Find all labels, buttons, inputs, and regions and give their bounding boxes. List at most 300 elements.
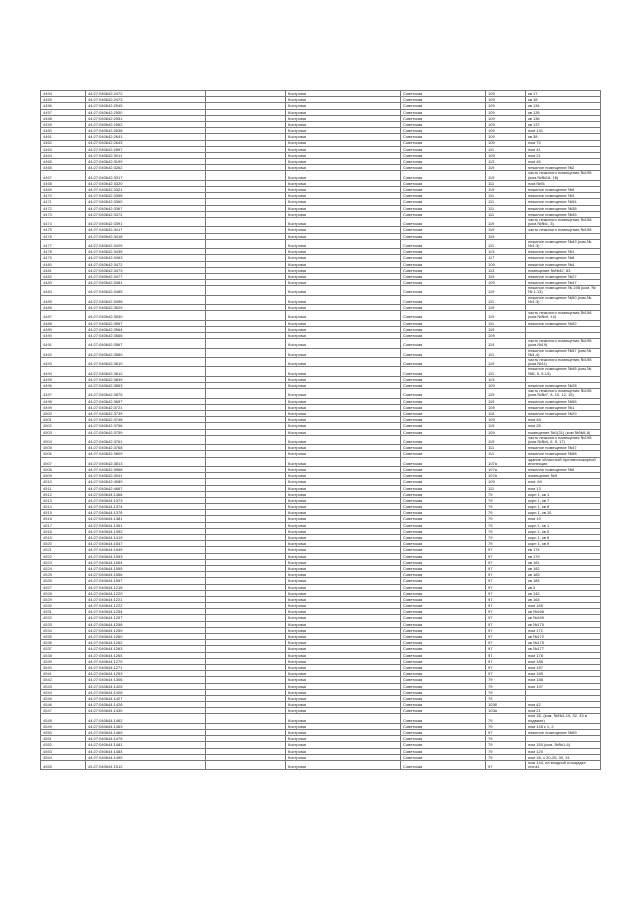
- house-number: 109: [486, 404, 526, 410]
- row-number: 4507: [41, 457, 86, 466]
- city: Кострома: [286, 754, 401, 760]
- cadastral-number: 44:27:040642:3360: [86, 199, 206, 205]
- street: Советская: [401, 578, 486, 584]
- empty-cell: [206, 239, 286, 248]
- document-table: [40, 90, 600, 770]
- city: Кострома: [286, 584, 401, 590]
- cadastral-number: 44:27:040642:2897: [86, 146, 206, 152]
- cadastral-number: 44:27:040642:3566: [86, 333, 206, 339]
- street: Советская: [401, 658, 486, 664]
- city: Кострома: [286, 646, 401, 652]
- house-number: 79: [486, 714, 526, 723]
- street: Советская: [401, 109, 486, 115]
- room: пом 1Б, (ком. №№1-19, 32, 33 в подвале): [526, 714, 601, 723]
- city: Кострома: [286, 171, 401, 180]
- cadastral-number: 44:27:040644:1262: [86, 640, 206, 646]
- row-number: 4500: [41, 411, 86, 417]
- room: пом 150 (ком. №№1-6): [526, 742, 601, 748]
- house-number: 109: [486, 97, 526, 103]
- row-number: 4495: [41, 376, 86, 382]
- row-number: 4541: [41, 671, 86, 677]
- row-number: 4523: [41, 559, 86, 565]
- house-number: 111: [486, 451, 526, 457]
- house-number: 97: [486, 596, 526, 602]
- row-number: 4473: [41, 211, 86, 217]
- cadastral-number: 44:27:040644:1469: [86, 730, 206, 736]
- city: Кострома: [286, 295, 401, 304]
- street: Советская: [401, 121, 486, 127]
- room: часть нежилого помещения №198: [526, 227, 601, 233]
- street: Советская: [401, 634, 486, 640]
- cadastral-number: 44:27:040644:1378: [86, 510, 206, 516]
- house-number: 97: [486, 603, 526, 609]
- cadastral-number: 44:27:040644:1427: [86, 695, 206, 701]
- street: Советская: [401, 596, 486, 602]
- row-number: 4532: [41, 615, 86, 621]
- cadastral-number: 44:27:040644:1490: [86, 754, 206, 760]
- cadastral-number: 44:27:040644:1259: [86, 627, 206, 633]
- house-number: 97: [486, 559, 526, 565]
- cadastral-number: 44:27:040644:1428: [86, 702, 206, 708]
- house-number: 97: [486, 664, 526, 670]
- cadastral-number: 44:27:040644:1293: [86, 671, 206, 677]
- street: Советская: [401, 609, 486, 615]
- street: Советская: [401, 491, 486, 497]
- room: нежилое помещение №47: [526, 445, 601, 451]
- house-number: 79: [486, 748, 526, 754]
- row-number: 4470: [41, 193, 86, 199]
- city: Кострома: [286, 565, 401, 571]
- house-number: 107а: [486, 466, 526, 472]
- cadastral-number: 44:27:040644:1549: [86, 547, 206, 553]
- cadastral-number: 44:27:040642:3530: [86, 311, 206, 320]
- row-number: 4472: [41, 205, 86, 211]
- house-number: 97: [486, 730, 526, 736]
- street: Советская: [401, 559, 486, 565]
- house-number: 97: [486, 547, 526, 553]
- table-row: [41, 286, 601, 295]
- city: Кострома: [286, 714, 401, 723]
- street: Советская: [401, 159, 486, 165]
- cadastral-number: 44:27:040642:3557: [86, 320, 206, 326]
- room: кв 38: [526, 134, 601, 140]
- cadastral-number: 44:27:040642:3429: [86, 239, 206, 248]
- city: Кострома: [286, 91, 401, 97]
- city: Кострома: [286, 411, 401, 417]
- row-number: 4461: [41, 134, 86, 140]
- street: Советская: [401, 504, 486, 510]
- room: кв №175: [526, 640, 601, 646]
- cadastral-number: 44:27:040644:1555: [86, 565, 206, 571]
- street: Советская: [401, 261, 486, 267]
- city: Кострома: [286, 326, 401, 332]
- row-number: 4550: [41, 730, 86, 736]
- room: нежилое помещение №27: [526, 273, 601, 279]
- row-number: 4525: [41, 572, 86, 578]
- room: нежилое помещение №3: [526, 193, 601, 199]
- room: нежилое помещение №4: [526, 261, 601, 267]
- house-number: 79: [486, 677, 526, 683]
- city: Кострома: [286, 736, 401, 742]
- row-number: 4505: [41, 445, 86, 451]
- row-number: 4544: [41, 689, 86, 695]
- cadastral-number: 44:27:040642:3739: [86, 411, 206, 417]
- street: Советская: [401, 695, 486, 701]
- house-number: 111: [486, 205, 526, 211]
- room: кв №166: [526, 609, 601, 615]
- city: Кострома: [286, 535, 401, 541]
- house-number: 111: [486, 485, 526, 491]
- room: корп 1, кв 8: [526, 535, 601, 541]
- row-number: 4474: [41, 217, 86, 226]
- house-number: 79: [486, 528, 526, 534]
- row-number: 4545: [41, 695, 86, 701]
- city: Кострома: [286, 504, 401, 510]
- cadastral-number: 44:27:040644:1263: [86, 646, 206, 652]
- street: Советская: [401, 211, 486, 217]
- cadastral-number: 44:27:040642:3759: [86, 429, 206, 435]
- room: нежилое помещение №55: [526, 398, 601, 404]
- city: Кострома: [286, 286, 401, 295]
- street: Советская: [401, 535, 486, 541]
- street: Советская: [401, 702, 486, 708]
- cadastral-number: 44:27:040644:1373: [86, 497, 206, 503]
- cadastral-number: 44:27:040644:1258: [86, 621, 206, 627]
- cadastral-number: 44:27:040642:3580: [86, 348, 206, 357]
- cadastral-number: 44:27:040644:1368: [86, 491, 206, 497]
- city: Кострома: [286, 491, 401, 497]
- street: Советская: [401, 171, 486, 180]
- cadastral-number: 44:27:040642:3321: [86, 187, 206, 193]
- street: Советская: [401, 473, 486, 479]
- room: кв №172: [526, 634, 601, 640]
- street: Советская: [401, 233, 486, 239]
- house-number: 119: [486, 423, 526, 429]
- room: кв №177: [526, 646, 601, 652]
- cadastral-number: 44:27:040642:3472: [86, 261, 206, 267]
- city: Кострома: [286, 333, 401, 339]
- cadastral-number: 44:27:040642:3498: [86, 295, 206, 304]
- house-number: 119: [486, 286, 526, 295]
- row-number: 4552: [41, 742, 86, 748]
- room: нежилое помещение №6: [526, 466, 601, 472]
- empty-cell: [206, 358, 286, 367]
- row-number: 4492: [41, 348, 86, 357]
- cadastral-number: 44:27:040644:1391: [86, 522, 206, 528]
- cadastral-number: 44:27:040644:1218: [86, 584, 206, 590]
- city: Кострома: [286, 423, 401, 429]
- cadastral-number: 44:27:040644:1392: [86, 528, 206, 534]
- house-number: 97: [486, 652, 526, 658]
- street: Советская: [401, 683, 486, 689]
- room: кв 142: [526, 590, 601, 596]
- cadastral-number: 44:27:040642:2550: [86, 109, 206, 115]
- row-number: 4511: [41, 485, 86, 491]
- house-number: 109: [486, 479, 526, 485]
- empty-cell: [206, 761, 286, 770]
- row-number: 4535: [41, 634, 86, 640]
- street: Советская: [401, 547, 486, 553]
- empty-cell: [206, 457, 286, 466]
- street: Советская: [401, 193, 486, 199]
- street: Советская: [401, 273, 486, 279]
- cadastral-number: 44:27:040644:1547: [86, 541, 206, 547]
- city: Кострома: [286, 621, 401, 627]
- cadastral-number: 44:27:040644:1557: [86, 578, 206, 584]
- cadastral-number: 44:27:040644:1374: [86, 504, 206, 510]
- city: Кострома: [286, 683, 401, 689]
- house-number: 79: [486, 516, 526, 522]
- room: нежилое помещение №8: [526, 255, 601, 261]
- street: Советская: [401, 510, 486, 516]
- room: пом 178: [526, 652, 601, 658]
- cadastral-number: 44:27:040642:3813: [86, 457, 206, 466]
- room: пом 48: [526, 417, 601, 423]
- row-number: 4536: [41, 640, 86, 646]
- table-row: [41, 217, 601, 226]
- house-number: 119: [486, 227, 526, 233]
- cadastral-number: 44:27:040642:3768: [86, 445, 206, 451]
- house-number: 109: [486, 261, 526, 267]
- row-number: 4484: [41, 286, 86, 295]
- city: Кострома: [286, 497, 401, 503]
- cadastral-number: 44:27:040642:3417: [86, 227, 206, 233]
- cadastral-number: 44:27:040644:1222: [86, 603, 206, 609]
- city: Кострома: [286, 451, 401, 457]
- empty-cell: [206, 339, 286, 348]
- row-number: 4513: [41, 497, 86, 503]
- city: Кострома: [286, 249, 401, 255]
- house-number: 111: [486, 239, 526, 248]
- cadastral-number: 44:27:040642:3473: [86, 267, 206, 273]
- cadastral-number: 44:27:040642:3477: [86, 273, 206, 279]
- street: Советская: [401, 389, 486, 398]
- cadastral-number: 44:27:040642:3839: [86, 376, 206, 382]
- cadastral-number: 44:27:040642:3968: [86, 466, 206, 472]
- street: Советская: [401, 457, 486, 466]
- cadastral-number: 44:27:040642:3564: [86, 326, 206, 332]
- cadastral-number: 44:27:040642:3810: [86, 358, 206, 367]
- city: Кострома: [286, 134, 401, 140]
- house-number: 79: [486, 723, 526, 729]
- street: Советская: [401, 311, 486, 320]
- row-number: 4502: [41, 423, 86, 429]
- room: часть нежилого помещения №198 (ком.№№4, 6, 9, 17): [526, 435, 601, 444]
- city: Кострома: [286, 559, 401, 565]
- room: кв 137: [526, 121, 601, 127]
- house-number: 111: [486, 295, 526, 304]
- row-number: 4521: [41, 547, 86, 553]
- row-number: 4494: [41, 367, 86, 376]
- house-number: 119: [486, 273, 526, 279]
- house-number: 111: [486, 146, 526, 152]
- city: Кострома: [286, 121, 401, 127]
- room: нежилое помещение №49 (ком.№№1-3): [526, 239, 601, 248]
- house-number: 97: [486, 565, 526, 571]
- city: Кострома: [286, 227, 401, 233]
- room: часть нежилого помещения №198 (ком.№19): [526, 339, 601, 348]
- table-row: [41, 239, 601, 248]
- city: Кострома: [286, 429, 401, 435]
- house-number: 113: [486, 267, 526, 273]
- row-number: 4555: [41, 761, 86, 770]
- city: Кострома: [286, 389, 401, 398]
- city: Кострома: [286, 367, 401, 376]
- room: пом 185: [526, 658, 601, 664]
- house-number: 107а: [486, 457, 526, 466]
- cadastral-number: 44:27:040642:3391: [86, 217, 206, 226]
- house-number: 109: [486, 128, 526, 134]
- room: помещение №№42, 83: [526, 267, 601, 273]
- cadastral-number: 44:27:040642:3721: [86, 404, 206, 410]
- city: Кострома: [286, 417, 401, 423]
- row-number: 4462: [41, 140, 86, 146]
- house-number: 79: [486, 535, 526, 541]
- room: пом 46: [526, 159, 601, 165]
- room: кв 183: [526, 572, 601, 578]
- house-number: 111: [486, 348, 526, 357]
- room: кв 181: [526, 559, 601, 565]
- row-number: 4477: [41, 239, 86, 248]
- row-number: 4488: [41, 320, 86, 326]
- row-number: 4497: [41, 389, 86, 398]
- street: Советская: [401, 286, 486, 295]
- city: Кострома: [286, 730, 401, 736]
- room: пом 1Б, к 20-25, 30, 31: [526, 754, 601, 760]
- city: Кострома: [286, 473, 401, 479]
- cadastral-number: 44:27:040642:3317: [86, 171, 206, 180]
- street: Советская: [401, 603, 486, 609]
- room: кв 134: [526, 103, 601, 109]
- row-number: 4475: [41, 227, 86, 233]
- room: часть нежилого помещения №198 (ком.№11): [526, 358, 601, 367]
- house-number: 109: [486, 417, 526, 423]
- table-row: [41, 358, 601, 367]
- row-number: 4469: [41, 187, 86, 193]
- row-number: 4463: [41, 146, 86, 152]
- house-number: 119: [486, 358, 526, 367]
- row-number: 4479: [41, 255, 86, 261]
- city: Кострома: [286, 199, 401, 205]
- house-number: 79: [486, 541, 526, 547]
- street: Советская: [401, 217, 486, 226]
- cadastral-number: 44:27:040642:3435: [86, 249, 206, 255]
- city: Кострома: [286, 640, 401, 646]
- street: Советская: [401, 199, 486, 205]
- row-number: 4520: [41, 541, 86, 547]
- street: Советская: [401, 646, 486, 652]
- row-number: 4514: [41, 504, 86, 510]
- cadastral-number: 44:27:040644:1260: [86, 634, 206, 640]
- street: Советская: [401, 115, 486, 121]
- city: Кострома: [286, 280, 401, 286]
- empty-cell: [206, 348, 286, 357]
- table-row: [41, 389, 601, 398]
- cadastral-number: 44:27:040642:2545: [86, 103, 206, 109]
- street: Советская: [401, 742, 486, 748]
- cadastral-number: 44:27:040644:1553: [86, 553, 206, 559]
- room: пом 21: [526, 708, 601, 714]
- room: здание областной противопожарной инспекции: [526, 457, 601, 466]
- row-number: 4465: [41, 159, 86, 165]
- house-number: 119: [486, 171, 526, 180]
- house-number: 109: [486, 383, 526, 389]
- row-number: 4455: [41, 97, 86, 103]
- cadastral-number: 44:27:040644:1254: [86, 609, 206, 615]
- city: Кострома: [286, 255, 401, 261]
- empty-cell: [206, 217, 286, 226]
- empty-cell: [206, 311, 286, 320]
- city: Кострома: [286, 261, 401, 267]
- street: Советская: [401, 187, 486, 193]
- city: Кострома: [286, 590, 401, 596]
- room: пом 120: [526, 748, 601, 754]
- street: Советская: [401, 376, 486, 382]
- room: нежилое помещение №48 (ком.№№5, 6, 9-14): [526, 367, 601, 376]
- cadastral-number: 44:27:040644:1554: [86, 559, 206, 565]
- cadastral-number: 44:27:040642:3262: [86, 165, 206, 171]
- house-number: 109: [486, 91, 526, 97]
- city: Кострома: [286, 485, 401, 491]
- street: Советская: [401, 326, 486, 332]
- row-number: 4457: [41, 109, 86, 115]
- city: Кострома: [286, 211, 401, 217]
- row-number: 4515: [41, 510, 86, 516]
- row-number: 4547: [41, 708, 86, 714]
- city: Кострома: [286, 97, 401, 103]
- city: Кострома: [286, 128, 401, 134]
- city: Кострома: [286, 383, 401, 389]
- city: Кострома: [286, 466, 401, 472]
- street: Советская: [401, 165, 486, 171]
- row-number: 4553: [41, 748, 86, 754]
- house-number: 79: [486, 497, 526, 503]
- row-number: 4490: [41, 333, 86, 339]
- cadastral-number: 44:27:040644:1426: [86, 689, 206, 695]
- cadastral-number: 44:27:040644:1381: [86, 516, 206, 522]
- city: Кострома: [286, 398, 401, 404]
- cadastral-number: 44:27:040642:3812: [86, 367, 206, 376]
- house-number: 97: [486, 621, 526, 627]
- city: Кострома: [286, 547, 401, 553]
- house-number: 111: [486, 199, 526, 205]
- city: Кострома: [286, 146, 401, 152]
- row-number: 4531: [41, 609, 86, 615]
- house-number: 119: [486, 389, 526, 398]
- row-number: 4476: [41, 233, 86, 239]
- cadastral-number: 44:27:040644:1425: [86, 683, 206, 689]
- house-number: 97: [486, 634, 526, 640]
- street: Советская: [401, 383, 486, 389]
- city: Кострома: [286, 689, 401, 695]
- empty-cell: [206, 367, 286, 376]
- house-number: 119: [486, 165, 526, 171]
- room: часть нежилого помещения №198 (ком.№№1, 3): [526, 217, 601, 226]
- city: Кострома: [286, 435, 401, 444]
- house-number: 109: [486, 115, 526, 121]
- street: Советская: [401, 553, 486, 559]
- row-number: 4503: [41, 429, 86, 435]
- row-number: 4527: [41, 584, 86, 590]
- city: Кострома: [286, 152, 401, 158]
- city: Кострома: [286, 187, 401, 193]
- table-row: [41, 295, 601, 304]
- house-number: 103а: [486, 708, 526, 714]
- house-number: 79: [486, 504, 526, 510]
- row-number: 4518: [41, 528, 86, 534]
- row-number: 4483: [41, 280, 86, 286]
- house-number: 79: [486, 689, 526, 695]
